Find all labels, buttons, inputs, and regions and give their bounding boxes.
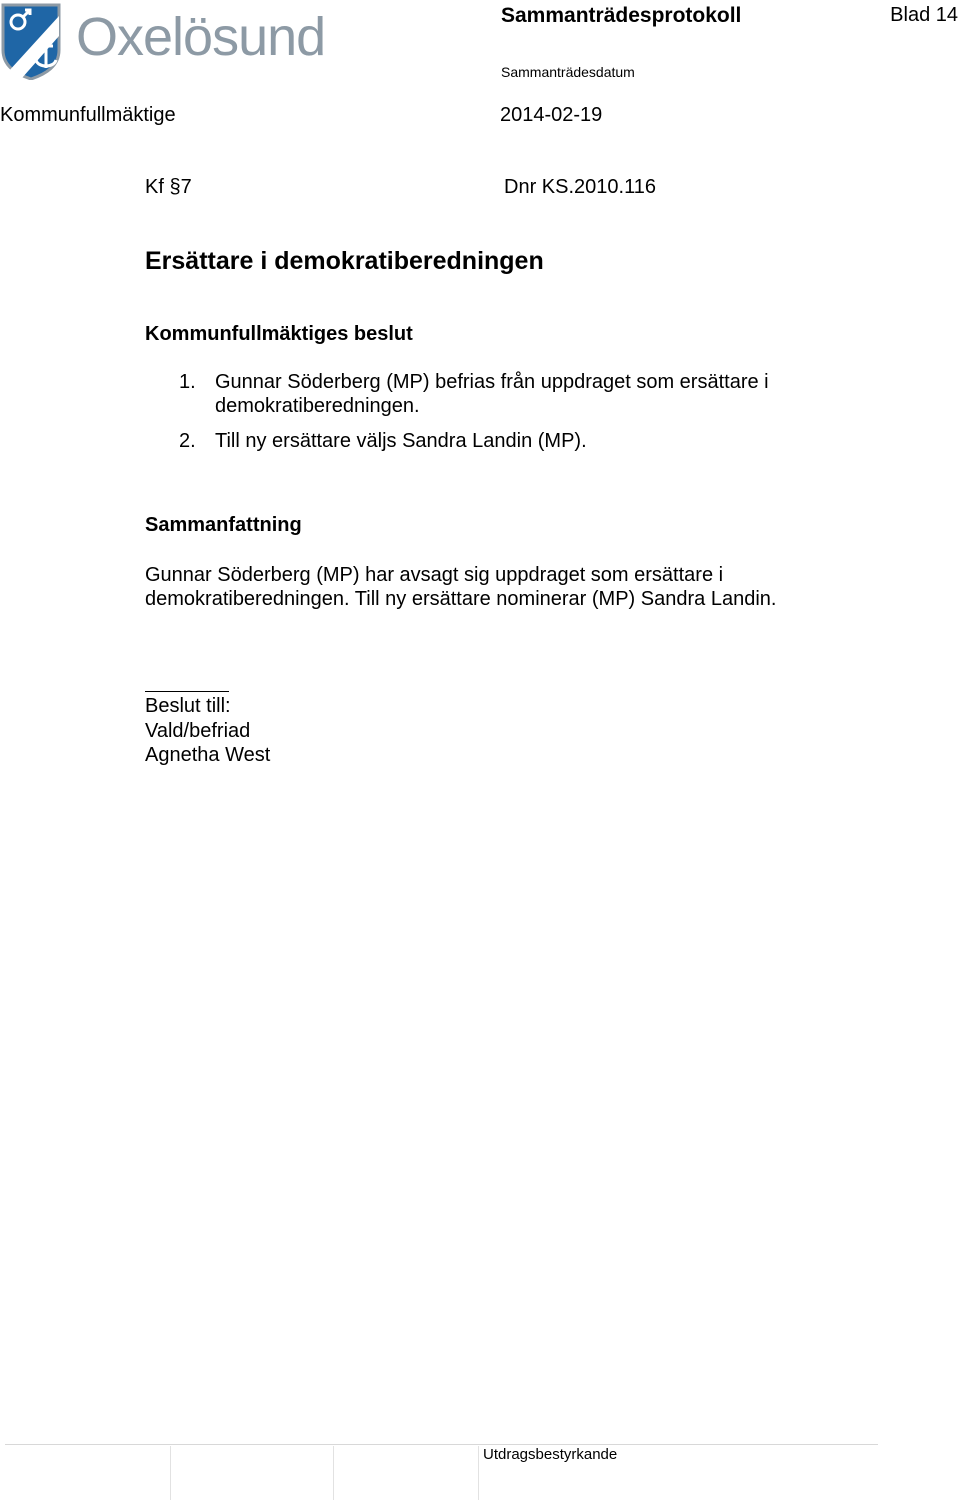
list-item-number: 1. (179, 371, 196, 393)
distribution-item: Agnetha West (145, 744, 271, 766)
footer-column-divider (170, 1446, 171, 1500)
distribution-list (145, 694, 270, 768)
decision-heading: Kommunfullmäktiges beslut (145, 323, 413, 345)
oxelosund-logo (0, 0, 340, 84)
coat-of-arms-icon (0, 2, 62, 80)
footer-certification-label: Utdragsbestyrkande (483, 1446, 618, 1463)
document-type: Sammanträdesprotokoll (501, 4, 742, 27)
logo-wordmark: Oxelösund (76, 7, 326, 67)
page-title: Ersättare i demokratiberedningen (145, 247, 544, 275)
distribution-label: Beslut till: (145, 695, 231, 717)
page-number: Blad 14 (890, 4, 958, 26)
list-item (0, 429, 960, 453)
section-id: Kf §7 (145, 176, 192, 198)
summary-heading: Sammanfattning (145, 514, 302, 536)
footer-divider (5, 1444, 878, 1445)
list-item-number: 2. (179, 430, 196, 452)
footer-column-divider (478, 1446, 479, 1500)
registry-number: Dnr KS.2010.116 (504, 176, 656, 198)
divider (145, 691, 229, 692)
footer-column-divider (333, 1446, 334, 1500)
summary-text: Gunnar Söderberg (MP) har avsagt sig uppdraget som ersättare i demokratiberedningen. Till ny ersättare nominerar (MP) Sandra Landin. (145, 564, 777, 610)
meeting-date: 2014-02-19 (500, 104, 603, 126)
list-item-text: Gunnar Söderberg (MP) befrias från uppdraget som ersättare i demokratiberedningen. (215, 371, 769, 417)
meeting-date-label: Sammanträdesdatum (501, 64, 635, 80)
decision-body: Kommunfullmäktige (0, 104, 176, 126)
list-item (0, 370, 960, 418)
list-item-text: Till ny ersättare väljs Sandra Landin (MP). (215, 430, 587, 452)
decision-list (0, 370, 960, 464)
distribution-item: Vald/befriad (145, 719, 251, 742)
